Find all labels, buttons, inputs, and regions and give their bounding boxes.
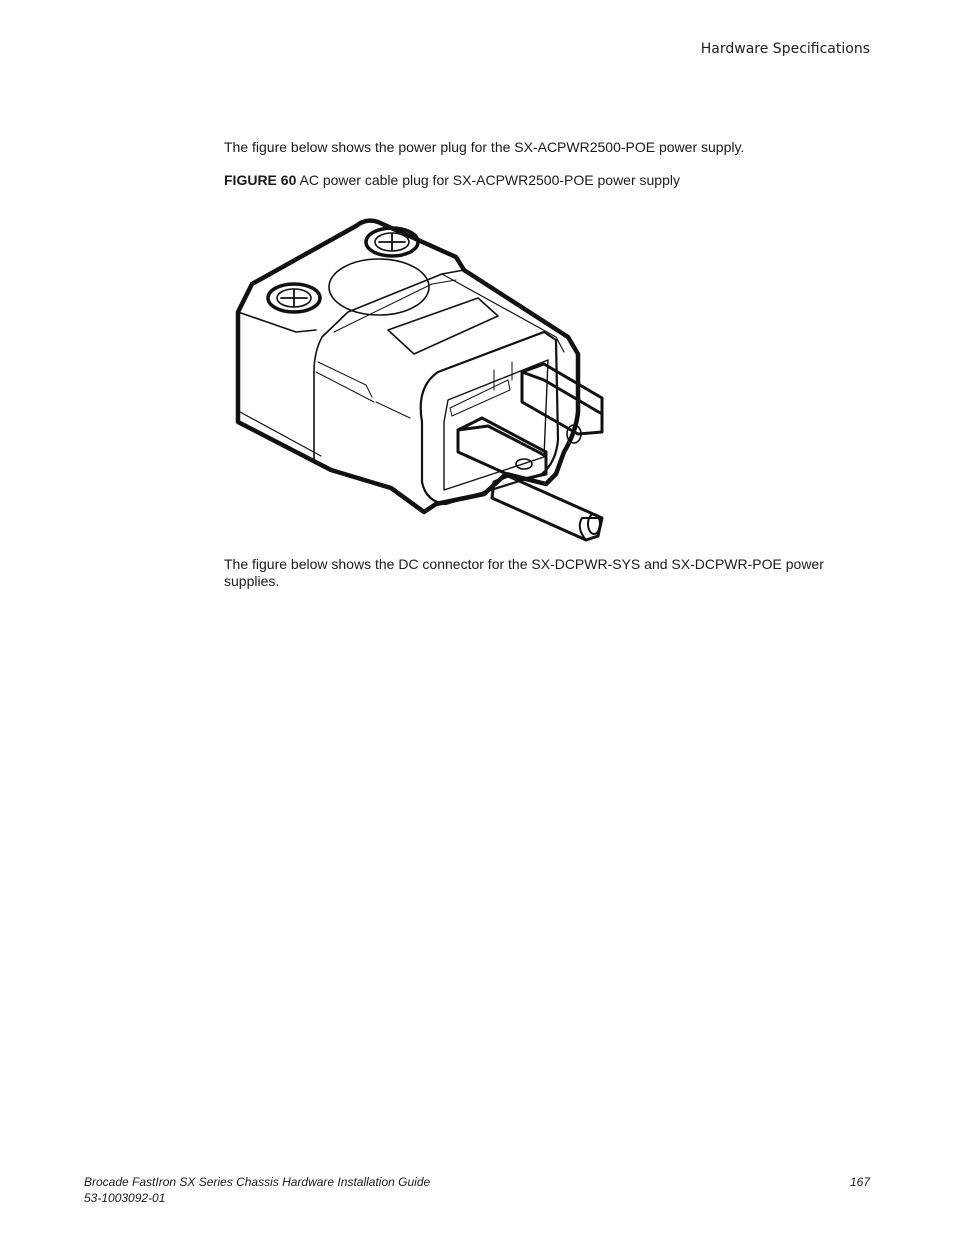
footer-document-title: Brocade FastIron SX Series Chassis Hardware Installation Guide (84, 1175, 431, 1189)
plug-top-circle (329, 259, 429, 315)
plug-left-face-edge (238, 312, 316, 332)
intro-paragraph: The figure below shows the power plug for the SX-ACPWR2500-POE power supply. (224, 139, 745, 155)
footer-page-number: 167 (849, 1175, 870, 1189)
plug-band-front (314, 337, 322, 460)
screw-left-icon (268, 284, 320, 312)
figure-caption-text: AC power cable plug for SX-ACPWR2500-POE power supply (299, 172, 680, 188)
plug-front-face-outer (421, 332, 558, 504)
plug-band-top-inner (334, 280, 456, 332)
running-header: Hardware Specifications (700, 41, 870, 57)
plug-side-line-1 (316, 372, 374, 402)
upper-flat-blade (522, 364, 602, 443)
plug-label-plate (388, 298, 498, 354)
plug-side-line-3 (376, 402, 410, 418)
footer-document-info (84, 1174, 430, 1206)
figure-number: FIGURE 60 (224, 172, 297, 188)
footer-document-number: 53-1003092-01 (84, 1191, 166, 1205)
figure-caption (224, 172, 680, 189)
plug-shoulder-edge (442, 274, 564, 352)
dc-connector-paragraph: The figure below shows the DC connector for the SX-DCPWR-SYS and SX-DCPWR-POE power supplies. (224, 556, 824, 589)
plug-left-face-bottom (240, 412, 321, 456)
ac-power-plug-illustration (226, 212, 610, 544)
lower-flat-blade (458, 418, 546, 480)
screw-right-icon (366, 228, 418, 256)
plug-front-face-recess (450, 380, 510, 416)
plug-side-line-2 (318, 362, 372, 397)
ac-power-plug-drawing (226, 212, 610, 544)
